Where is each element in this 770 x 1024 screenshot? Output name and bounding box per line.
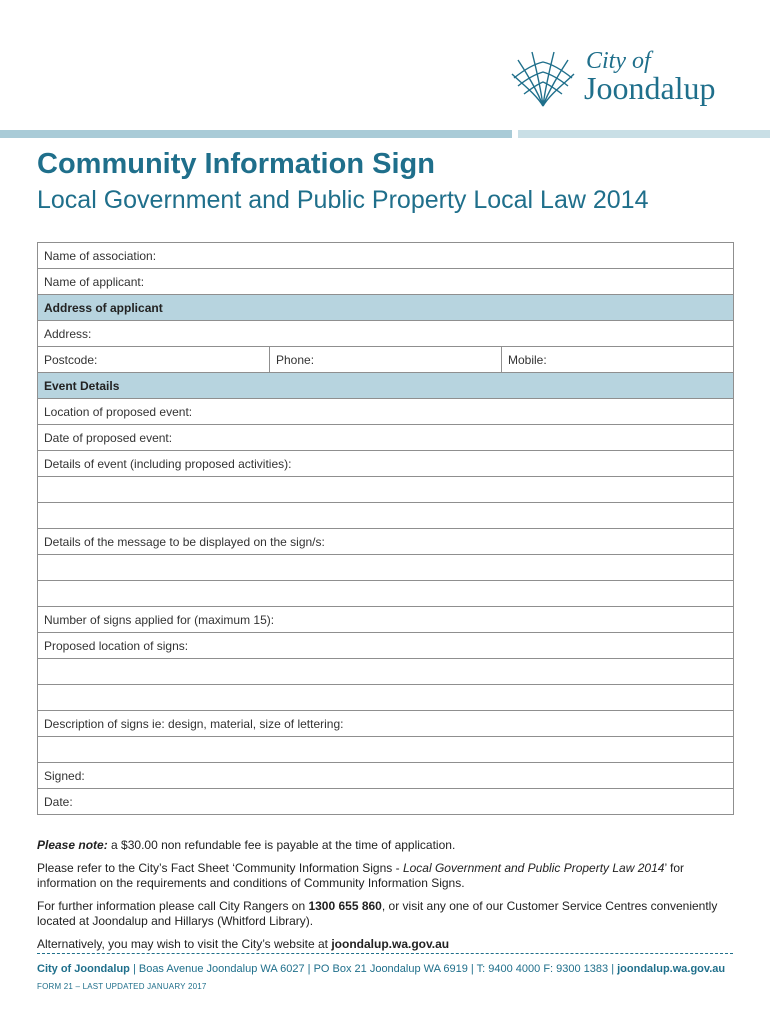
blank-line[interactable] (38, 477, 734, 503)
rangers-pre: For further information please call City Rangers on (37, 899, 309, 913)
sign-description-field[interactable]: Description of signs ie: design, material, size of lettering: (38, 711, 734, 737)
logo-line1: City of (586, 48, 651, 74)
page-subtitle: Local Government and Public Property Local Law 2014 (37, 186, 649, 214)
fee-note (37, 838, 737, 853)
blank-line[interactable] (38, 555, 734, 581)
date-field[interactable]: Date: (38, 789, 734, 815)
postcode-field[interactable]: Postcode: (38, 347, 270, 373)
blank-line[interactable] (38, 503, 734, 529)
website-pre: Alternatively, you may wish to visit the City’s website at (37, 937, 332, 951)
blank-line[interactable] (38, 581, 734, 607)
blank-line[interactable] (38, 685, 734, 711)
blank-line[interactable] (38, 659, 734, 685)
form-number: FORM 21 – LAST UPDATED JANUARY 2017 (37, 982, 207, 991)
application-form (37, 242, 734, 815)
logo-line2: Joondalup (584, 70, 716, 106)
sign-message-field[interactable]: Details of the message to be displayed on the sign/s: (38, 529, 734, 555)
section-header-event: Event Details (38, 373, 734, 399)
footer-contact (37, 963, 725, 975)
footer-divider (37, 953, 733, 954)
section-header-address: Address of applicant (38, 295, 734, 321)
number-of-signs-field[interactable]: Number of signs applied for (maximum 15): (38, 607, 734, 633)
website-note (37, 937, 737, 952)
fee-note-text: a $30.00 non refundable fee is payable at the time of application. (107, 838, 456, 852)
website-link[interactable]: joondalup.wa.gov.au (331, 937, 450, 951)
header-rule-dark (0, 130, 512, 138)
footer-website-link[interactable]: joondalup.wa.gov.au (617, 963, 726, 975)
notes-section (37, 838, 737, 960)
applicant-name-field[interactable]: Name of applicant: (38, 269, 734, 295)
footer-details: | Boas Avenue Joondalup WA 6027 | PO Box 21 Joondalup WA 6919 | T: 9400 4000 F: 9300 1383 | (129, 963, 618, 975)
fee-note-label: Please note: (37, 838, 108, 852)
header-rule-light (518, 130, 770, 138)
sign-location-field[interactable]: Proposed location of signs: (38, 633, 734, 659)
mobile-field[interactable]: Mobile: (502, 347, 734, 373)
event-date-field[interactable]: Date of proposed event: (38, 425, 734, 451)
footer-org: City of Joondalup (37, 963, 130, 975)
rangers-post: , or visit any one of our Customer Service Centres conveniently located at Joondalup and Hillarys (Whitford Library). (37, 899, 718, 928)
association-name-field[interactable]: Name of association: (38, 243, 734, 269)
city-logo (510, 48, 740, 110)
palm-emblem-icon (510, 50, 576, 108)
signature-field[interactable]: Signed: (38, 763, 734, 789)
page-title: Community Information Sign (37, 148, 435, 180)
rangers-note (37, 899, 737, 929)
event-location-field[interactable]: Location of proposed event: (38, 399, 734, 425)
factsheet-post: ’ for information on the requirements and conditions of Community Information Signs. (37, 861, 684, 890)
factsheet-pre: Please refer to the City’s Fact Sheet ‘Community Information Signs - (37, 861, 403, 875)
blank-line[interactable] (38, 737, 734, 763)
factsheet-note (37, 861, 737, 891)
address-field[interactable]: Address: (38, 321, 734, 347)
rangers-phone: 1300 655 860 (308, 899, 382, 913)
event-details-field[interactable]: Details of event (including proposed activities): (38, 451, 734, 477)
factsheet-law-title: Local Government and Public Property Law 2014 (402, 861, 665, 875)
phone-field[interactable]: Phone: (270, 347, 502, 373)
